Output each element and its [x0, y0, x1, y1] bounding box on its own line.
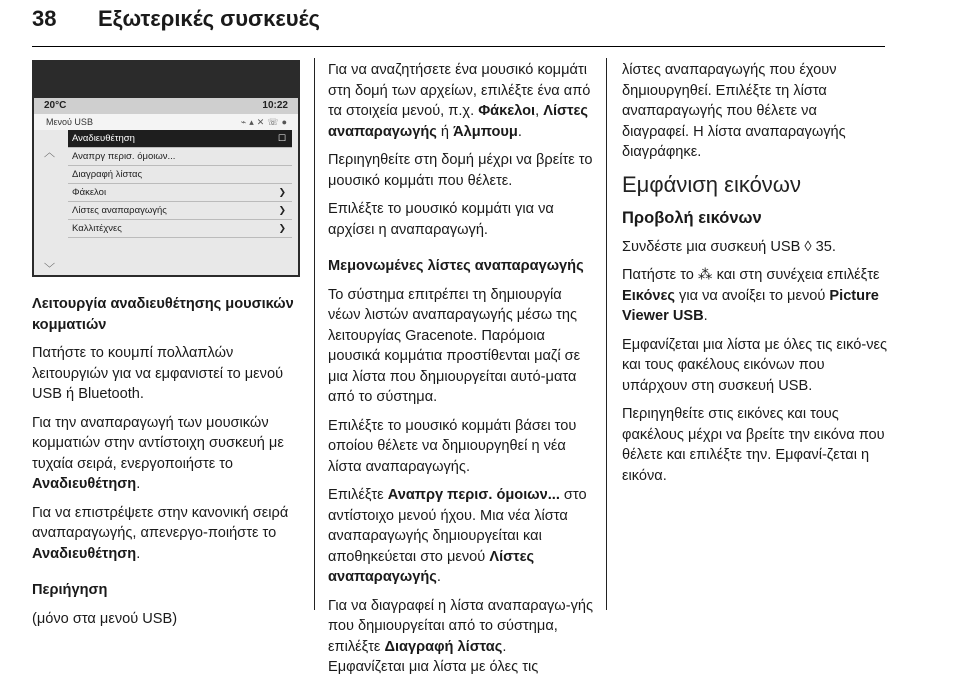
- menu-title-bar: [34, 114, 298, 130]
- menu-item-label: Φάκελοι: [72, 187, 107, 198]
- usb-icon: ⌁: [240, 117, 250, 127]
- mute-icon: ✕: [256, 117, 268, 127]
- paragraph: Για την αναπαραγωγή των μουσικών κομματιών στην αντίστοιχη συσκευή με τυχαία σειρά, ενεργοποιήστε το Αναδιευθέτηση.: [32, 414, 284, 492]
- paragraph: Πατήστε το ⁂ και στη συνέχεια επιλέξτε Εικόνες για να ανοίξει το μενού Picture Viewer USB.: [622, 267, 880, 324]
- menu-item-label: Καλλιτέχνες: [72, 223, 122, 234]
- menu-item-delete-list[interactable]: [68, 166, 292, 184]
- home-icon: ⁂: [697, 267, 713, 283]
- page-header: [32, 6, 885, 47]
- paragraph: Για να επιστρέψετε στην κανονική σειρά αναπαραγωγής, απενεργο-ποιήστε το Αναδιευθέτηση.: [32, 504, 289, 562]
- status-bar: [34, 98, 298, 114]
- scroll-up-icon[interactable]: ︿: [44, 147, 55, 159]
- menu-item-label: Αναδιευθέτηση: [72, 133, 135, 144]
- info-icon: ●: [281, 117, 290, 127]
- column-3: [622, 60, 888, 494]
- menu-item-label: Αναπργ περισ. όμοιων...: [72, 151, 176, 162]
- shuffle-heading: Λειτουργία αναδιευθέτησης μουσικών κομματιών: [32, 296, 294, 333]
- page-number: 38: [32, 6, 57, 31]
- page-title: Εξωτερικές συσκευές: [98, 6, 320, 31]
- column-2: [328, 60, 598, 686]
- chevron-right-icon: ❯: [278, 187, 286, 197]
- signal-icon: ▴: [249, 117, 257, 127]
- menu-title: Μενού USB: [46, 117, 93, 127]
- menu-item-play-similar[interactable]: [68, 148, 292, 166]
- chevron-right-icon: ❯: [278, 205, 286, 215]
- paragraph: Επιλέξτε το μουσικό κομμάτι για να αρχίσει η αναπαραγωγή.: [328, 201, 554, 238]
- phone-icon: ☏: [267, 117, 282, 127]
- section-heading: Εμφάνιση εικόνων: [622, 171, 801, 197]
- paragraph: Επιλέξτε το μουσικό κομμάτι βάσει του οποίου θέλετε να δημιουργηθεί η νέα λίστα αναπαραγωγής.: [328, 417, 577, 475]
- paragraph: Για να διαγραφεί η λίστα αναπαραγω-γής που δημιουργείται από το σύστημα, επιλέξτε Διαγραφή λίστας.: [328, 597, 594, 655]
- menu-item-shuffle[interactable]: [68, 130, 292, 148]
- column-divider: [606, 58, 607, 610]
- subsection-heading: Προβολή εικόνων: [622, 208, 762, 227]
- paragraph: Περιηγηθείτε στη δομή μέχρι να βρείτε το μουσικό κομμάτι που θέλετε.: [328, 152, 593, 189]
- menu-item-playlists[interactable]: [68, 202, 292, 220]
- menu-item-folders[interactable]: [68, 184, 292, 202]
- paragraph: Επιλέξτε Αναπργ περισ. όμοιων... στο αντίστοιχο μενού ήχου. Μια νέα λίστα αναπαραγωγής δημιουργείται και αποθηκεύεται στο μενού Λίστες αναπαραγωγής.: [328, 487, 587, 585]
- paragraph: Το σύστημα επιτρέπει τη δημιουργία νέων λιστών αναπαραγωγής μέσω της λειτουργίας Gracenote. Παρόμοια μουσικά κομμάτια προστίθενται μαζί σε μια λίστα που δημιουργείται αυτό-ματα από το σύστημα.: [328, 286, 581, 405]
- status-icons: [241, 114, 290, 130]
- paragraph: Συνδέστε μια συσκευή USB ◊ 35.: [622, 238, 836, 255]
- scroll-down-icon[interactable]: ﹀: [44, 263, 55, 275]
- paragraph: Περιηγηθείτε στις εικόνες και τους φακέλους μέχρι να βρείτε την εικόνα που θέλετε και επιλέξτε την. Εμφανί-ζεται η εικόνα.: [622, 406, 885, 484]
- paragraph: Εμφανίζεται μια λίστα με όλες τις εικό-νες και τους φακέλους εικόνων που υπάρχουν στη συσκευή USB.: [622, 336, 888, 394]
- browse-heading: Περιήγηση: [32, 582, 108, 598]
- playlists-heading: Μεμονωμένες λίστες αναπαραγωγής: [328, 258, 584, 274]
- chevron-right-icon: ❯: [278, 223, 286, 233]
- menu-item-label: Λίστες αναπαραγωγής: [72, 205, 167, 216]
- usb-menu-screenshot: [32, 60, 300, 277]
- paragraph: (μόνο στα μενού USB): [32, 610, 178, 627]
- paragraph: Πατήστε το κουμπί πολλαπλών λειτουργιών για να εμφανιστεί το μενού USB ή Bluetooth.: [32, 345, 284, 402]
- paragraph: λίστες αναπαραγωγής που έχουν δημιουργηθεί. Επιλέξτε τη λίστα αναπαραγωγής που θέλετε να διαγραφεί. Η λίστα αναπαραγωγής διαγράφηκε.: [622, 62, 846, 160]
- temperature-readout: 20°C: [44, 100, 67, 111]
- paragraph: Εμφανίζεται μια λίστα με όλες τις: [328, 659, 539, 675]
- paragraph: Για να αναζητήσετε ένα μουσικό κομμάτι στη δομή των αρχείων, επιλέξτε ένα από τα στοιχεία μενού, π.χ. Φάκελοι, Λίστες αναπαραγωγής ή Άλμπουμ.: [328, 62, 591, 140]
- clock: 10:22: [262, 100, 288, 111]
- menu-item-artists[interactable]: [68, 220, 292, 238]
- menu-item-label: Διαγραφή λίστας: [72, 169, 143, 180]
- column-1: [32, 294, 300, 637]
- checkbox-icon: ☐: [277, 133, 286, 143]
- usb-menu-list: [68, 130, 292, 238]
- column-divider: [314, 58, 315, 610]
